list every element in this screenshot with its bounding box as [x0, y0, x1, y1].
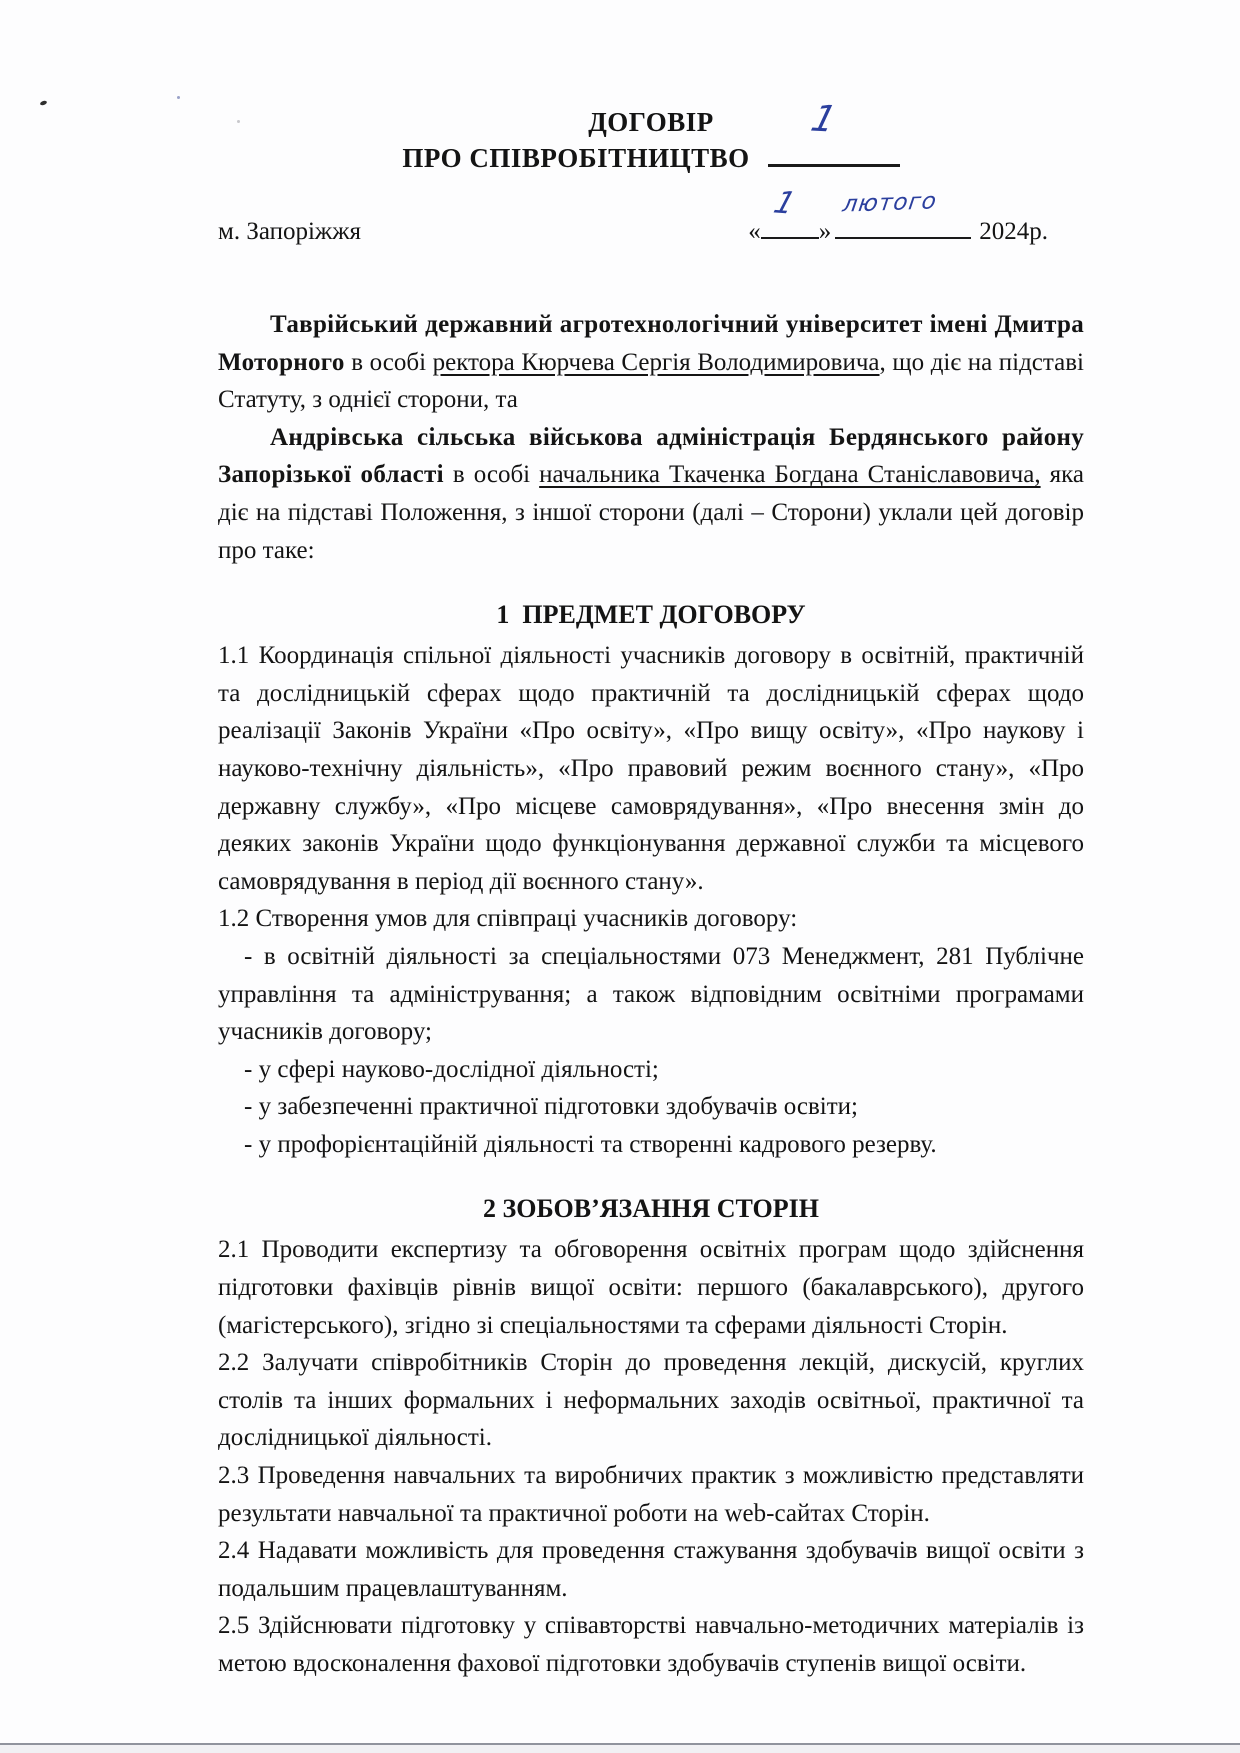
date-quote-open: «	[748, 218, 761, 245]
contract-number-blank	[768, 98, 900, 167]
party-2-name: Андрівська сільська військова адміністрація Бердянського району Запорізької області	[218, 423, 1084, 489]
scan-edge-area	[0, 1745, 1240, 1753]
contract-subtitle: ПРО СПІВРОБІТНИЦТВО	[402, 143, 750, 173]
clause-number: 2.3	[218, 1462, 250, 1490]
clause-number: 2.4	[218, 1537, 250, 1565]
date-quote-close: »	[818, 218, 832, 245]
clause-1-2-bullet-1: - в освітній діяльності за спеціальностями 073 Менеджмент, 281 Публічне управління та адміністрування; а також відповідним освітніми програмами учасників договору;	[218, 942, 1084, 1046]
scan-speck	[40, 100, 48, 106]
title-block	[218, 98, 1084, 174]
party-1-representative: ректора Кюрчева Сергія Володимировича	[432, 348, 880, 376]
clause-1-2	[218, 900, 1084, 938]
document-page	[218, 0, 1084, 1683]
contract-title: ДОГОВІР	[588, 107, 714, 137]
handwritten-contract-number: 1	[806, 98, 841, 141]
clause-text: Залучати співробітників Сторін до проведення лекцій, дискусій, круглих столів та інших формальних і неформальних заходів освітньої, практичної та дослідницької діяльності.	[218, 1349, 1085, 1452]
year-label: 2024р.	[979, 218, 1048, 245]
clause-number: 1.2	[218, 905, 250, 933]
clause-number: 2.1	[218, 1236, 250, 1264]
contract-body	[218, 306, 1084, 1683]
clause-2-2	[218, 1344, 1084, 1457]
clause-text: Здійснювати підготовку у співавторстві навчально-методичних матеріалів із метою вдосконалення фахової підготовки здобувачів ступенів вищої освіти.	[218, 1612, 1084, 1677]
clause-text: Надавати можливість для проведення стажування здобувачів вищої освіти з подальшим працевлаштуванням.	[218, 1537, 1085, 1602]
clause-text: Координація спільної діяльності учасників договору в освітній, практичній та дослідницькій сферах щодо практичній та дослідницькій сферах щодо реалізації Законів України «Про освіту», «Про вищу освіту», «Про наукову і науково-технічну діяльність», «Про правовий режим воєнного стану», «Про державну службу», «Про місцеве самоврядування», «Про внесення змін до деяких законів України щодо функціонування державної служби та місцевого самоврядування в період дії воєнного стану».	[218, 642, 1085, 895]
party-1-connector: в особі	[344, 348, 433, 376]
clause-text: Проводити експертизу та обговорення освітніх програм щодо здійснення підготовки фахівців рівнів вищої освіти: першого (бакалаврського), другого (магістерського), згідно зі спеціальностями та сферами діяльності Сторін.	[218, 1236, 1084, 1339]
handwritten-day: 1	[769, 185, 800, 222]
clause-text: Створення умов для співпраці учасників договору:	[255, 905, 798, 933]
date-day-blank	[761, 185, 819, 239]
party-2-basis: яка діє на підставі Положення, з іншої сторони (далі – Сторони) уклали цей договір про таке:	[218, 461, 1084, 564]
section-1-heading: 1 ПРЕДМЕТ ДОГОВОРУ	[496, 600, 806, 630]
clause-text: Проведення навчальних та виробничих практик з можливістю представляти результати навчальної та практичної роботи на web-сайтах Сторін.	[218, 1462, 1084, 1527]
clause-2-5	[218, 1607, 1084, 1682]
clause-1-2-bullet-3: - у забезпеченні практичної підготовки здобувачів освіти;	[244, 1093, 858, 1121]
date-month-blank	[835, 188, 971, 239]
clause-1-1	[218, 637, 1084, 900]
party-2-representative: начальника Ткаченка Богдана Станіславовича,	[539, 461, 1041, 489]
clause-2-1	[218, 1231, 1084, 1344]
clause-number: 2.2	[218, 1349, 250, 1377]
handwritten-month: лютого	[841, 188, 940, 218]
party-1-paragraph	[218, 306, 1084, 419]
party-2-paragraph	[218, 419, 1084, 569]
clause-1-2-bullet-2: - у сфері науково-дослідної діяльності;	[244, 1055, 659, 1083]
city-label: м. Запоріжжя	[218, 218, 361, 245]
section-2-heading: 2 ЗОБОВ’ЯЗАННЯ СТОРІН	[483, 1194, 819, 1224]
clause-2-4	[218, 1532, 1084, 1607]
party-1-name: Таврійський державний агротехнологічний університет імені Дмитра Моторного	[218, 311, 1084, 376]
party-1-basis: , що діє на підставі Статуту, з однієї сторони, та	[218, 348, 1084, 414]
scan-speck	[177, 96, 180, 99]
clause-number: 1.1	[218, 642, 250, 670]
party-2-connector: в особі	[443, 461, 540, 489]
place-date-row	[218, 185, 1084, 246]
clause-number: 2.5	[218, 1612, 250, 1640]
clause-1-2-bullet-4: - у профорієнтаційній діяльності та створенні кадрового резерву.	[244, 1130, 937, 1158]
date-field	[748, 185, 1048, 246]
clause-2-3	[218, 1457, 1084, 1532]
